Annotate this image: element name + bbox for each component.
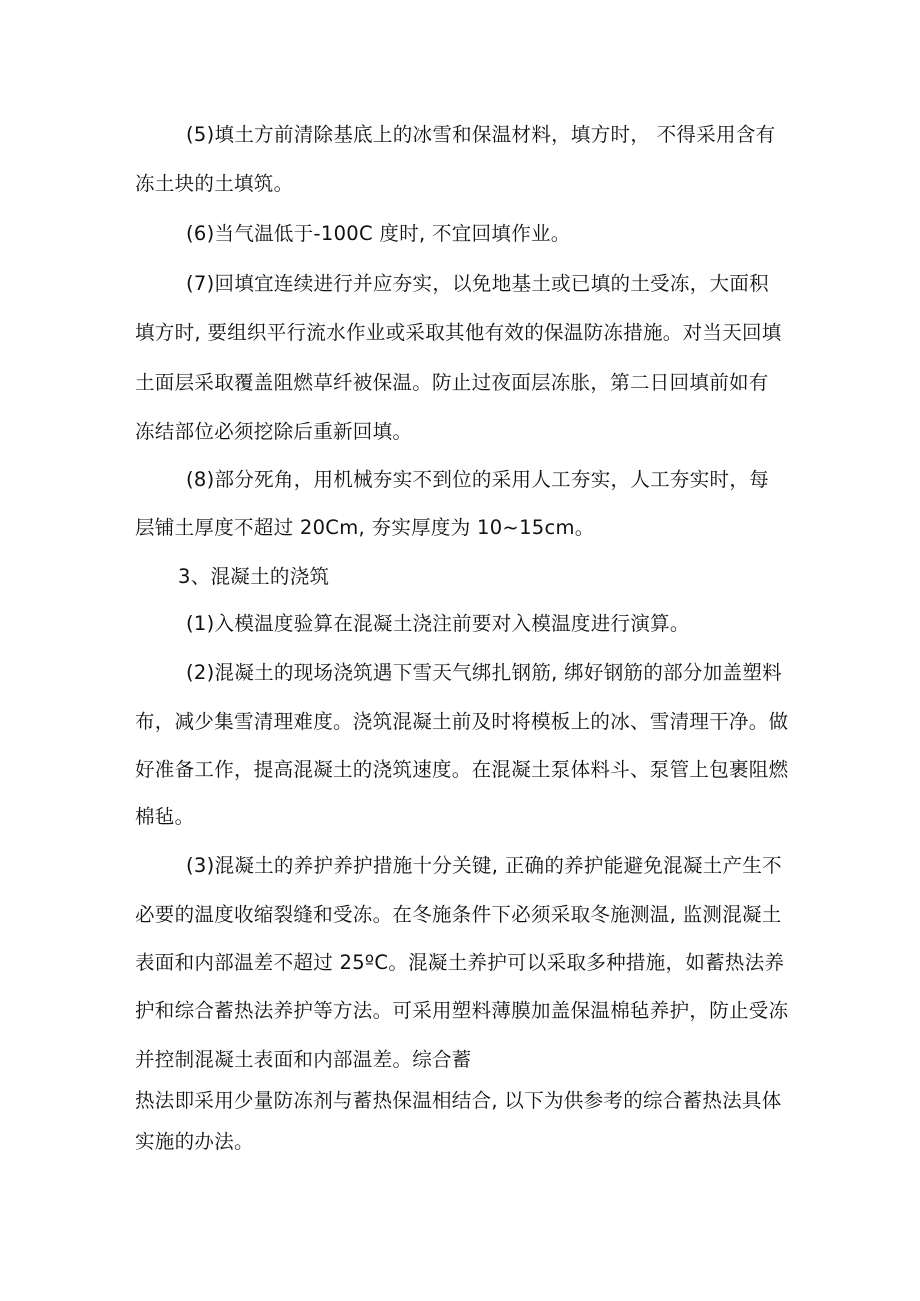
paragraph-5-line-2: 冻土块的土填筑。 [135,172,294,195]
paragraph-7-line-4: 冻结部位必须挖除后重新回填。 [135,420,413,443]
paragraph-6-line-1: (6)当气温低于-100C 度时, 不宜回填作业。 [186,222,571,245]
paragraph-7-line-2: 填方时, 要组织平行流水作业或采取其他有效的保温防冻措施。对当天回填 [135,321,782,344]
paragraph-c2-line-4: 棉毡。 [135,805,195,828]
paragraph-c3-line-3: 表面和内部温差不超过 25ºC。混凝土养护可以采取多种措施，如蓄热法养 [135,951,785,974]
paragraph-c2-line-2: 布，减少集雪清理难度。浇筑混凝土前及时将模板上的冰、雪清理干净。做 [135,710,789,733]
paragraph-5-line-1: (5)填土方前清除基底上的冰雪和保温材料，填方时， 不得采用含有 [186,123,776,146]
paragraph-c3-line-6: 热法即采用少量防冻剂与蓄热保温相结合, 以下为供参考的综合蓄热法具体 [135,1089,782,1112]
paragraph-c3-line-1: (3)混凝土的养护养护措施十分关键, 正确的养护能避免混凝土产生不 [186,854,782,877]
paragraph-7-line-1: (7)回填宜连续进行并应夯实，以免地基土或已填的土受冻，大面积 [186,272,769,295]
paragraph-c1-line-1: (1)入模温度验算在混凝土浇注前要对入模温度进行演算。 [186,612,690,635]
paragraph-c2-line-1: (2)混凝土的现场浇筑遇下雪天气绑扎钢筋, 绑好钢筋的部分加盖塑料 [186,661,782,684]
paragraph-c2-line-3: 好准备工作，提高混凝土的浇筑速度。在混凝土泵体料斗、泵管上包裹阻燃 [135,758,789,781]
paragraph-7-line-3: 土面层采取覆盖阻燃草纤被保温。防止过夜面层冻胀，第二日回填前如有 [135,371,769,394]
paragraph-8-line-1: (8)部分死角，用机械夯实不到位的采用人工夯实，人工夯实时，每 [186,468,769,491]
paragraph-c3-line-2: 必要的温度收缩裂缝和受冻。在冬施条件下必须采取冬施测温, 监测混凝土 [135,903,782,926]
paragraph-c3-line-4: 护和综合蓄热法养护等方法。可采用塑料薄膜加盖保温棉毡养护，防止受冻 [135,999,789,1022]
section-heading-3: 3、混凝土的浇筑 [178,565,330,588]
paragraph-c3-line-5: 并控制混凝土表面和内部温差。综合蓄 [135,1048,472,1071]
paragraph-8-line-2: 层铺土厚度不超过 20Cm, 夯实厚度为 10~15cm。 [135,516,595,539]
paragraph-c3-line-7: 实施的办法。 [135,1130,254,1153]
